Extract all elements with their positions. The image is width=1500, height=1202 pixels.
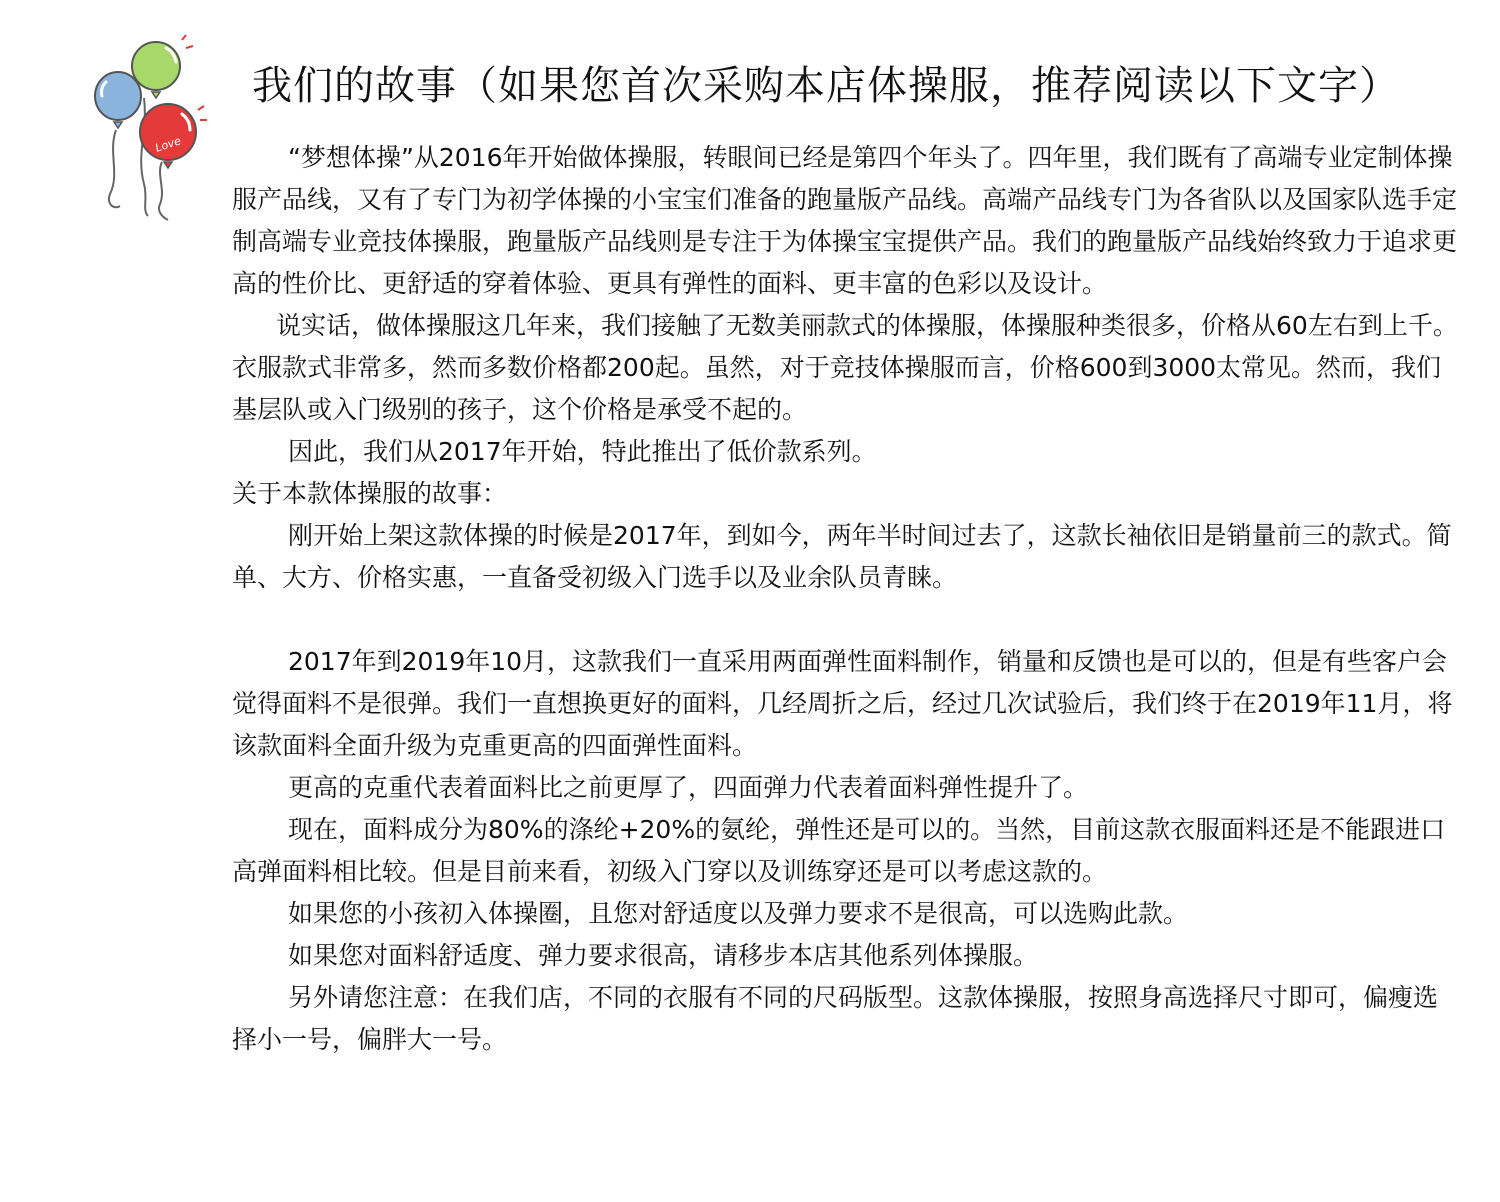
story-section-heading: 关于本款体操服的故事： [232,479,508,508]
story-paragraph-pricing: 说实话，做体操服这几年来，我们接触了无数美丽款式的体操服，体操服种类很多，价格从60左右到上千。衣服款式非常多，然而多数价格都200起。虽然，对于竞技体操服而言，价格600到3000太常见。然而，我们基层队或入门级别的孩子，这个价格是承受不起的。 [232,311,1458,424]
story-paragraph-sizing-note: 另外请您注意：在我们店，不同的衣服有不同的尺码版型。这款体操服，按照身高选择尺寸即可，偏瘦选择小一号，偏胖大一号。 [232,983,1439,1054]
balloons-icon [86,34,210,224]
story-paragraph-composition: 现在，面料成分为80%的涤纶+20%的氨纶，弹性还是可以的。当然，目前这款衣服面料还是不能跟进口高弹面料相比较。但是目前来看，初级入门穿以及训练穿还是可以考虑这款的。 [232,815,1446,886]
page-title: 我们的故事（如果您首次采购本店体操服，推荐阅读以下文字） [252,63,1400,109]
story-body [232,137,1462,1061]
balloon-love-text: Love [153,134,183,155]
story-paragraph-recommend: 如果您的小孩初入体操圈，且您对舒适度以及弹力要求不是很高，可以选购此款。 [288,899,1189,928]
story-paragraph-alternative: 如果您对面料舒适度、弹力要求很高，请移步本店其他系列体操服。 [288,941,1039,970]
story-paragraph-weight: 更高的克重代表着面料比之前更厚了，四面弹力代表着面料弹性提升了。 [288,773,1089,802]
story-paragraph-fabric-upgrade: 2017年到2019年10月，这款我们一直采用两面弹性面料制作，销量和反馈也是可以的，但是有些客户会觉得面料不是很弹。我们一直想换更好的面料，几经周折之后，经过几次试验后，我们终于在2019年11月，将该款面料全面升级为克重更高的四面弹性面料。 [232,647,1453,760]
paragraph-spacer [232,599,1462,641]
story-paragraph-intro: “梦想体操”从2016年开始做体操服，转眼间已经是第四个年头了。四年里，我们既有了高端专业定制体操服产品线，又有了专门为初学体操的小宝宝们准备的跑量版产品线。高端产品线专门为各省队以及国家队选手定制高端专业竞技体操服，跑量版产品线则是专注于为体操宝宝提供产品。我们的跑量版产品线始终致力于追求更高的性价比、更舒适的穿着体验、更具有弹性的面料、更丰富的色彩以及设计。 [232,143,1458,298]
story-paragraph-low-price-series: 因此，我们从2017年开始，特此推出了低价款系列。 [288,437,877,466]
story-paragraph-history: 刚开始上架这款体操的时候是2017年，到如今，两年半时间过去了，这款长袖依旧是销量前三的款式。简单、大方、价格实惠，一直备受初级入门选手以及业余队员青睐。 [232,521,1452,592]
